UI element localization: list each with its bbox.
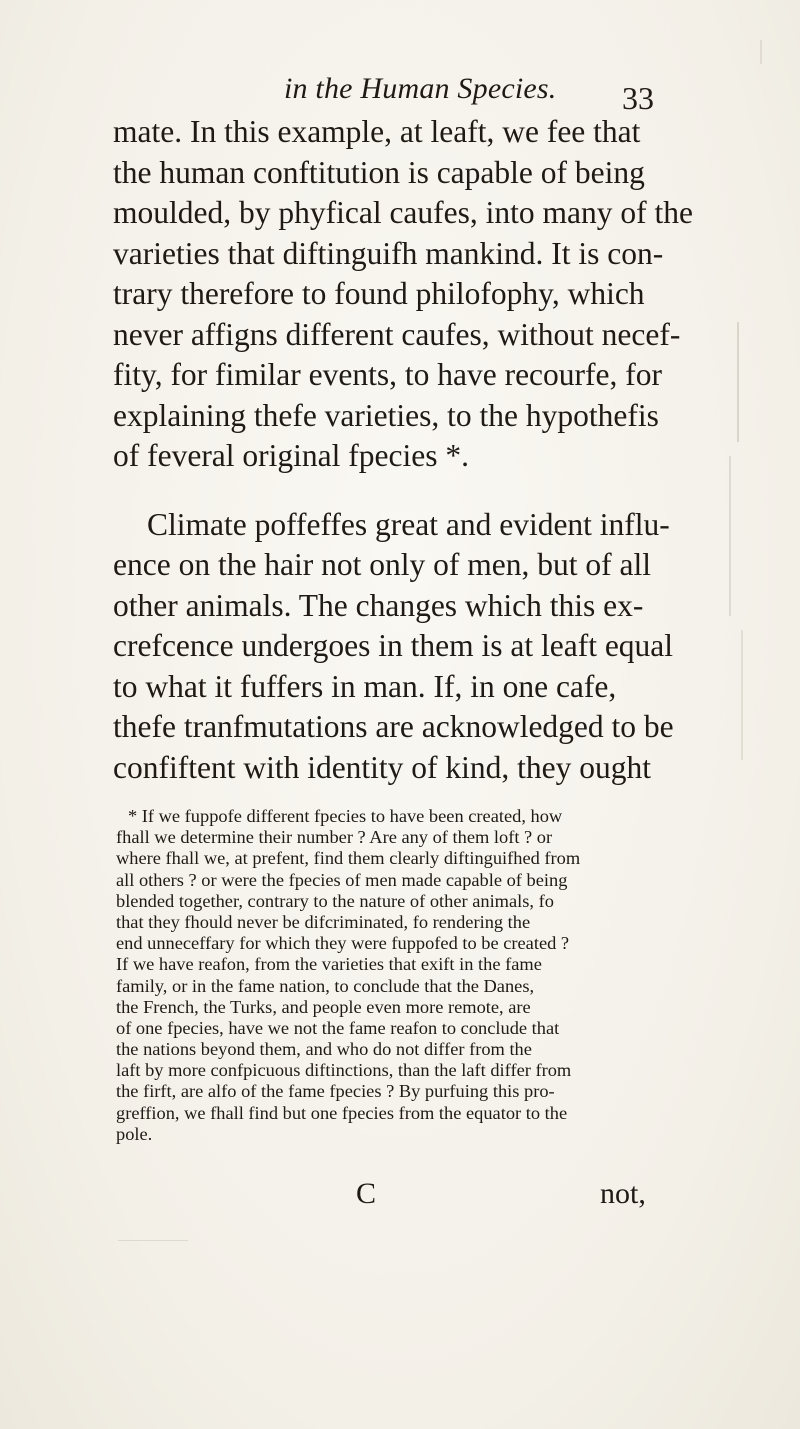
margin-mark: [118, 1240, 188, 1241]
text-line: the human conftitution is capable of being: [113, 154, 645, 190]
paragraph-break: [113, 477, 669, 505]
footnote-line: blended together, contrary to the nature of other animals, fo: [116, 890, 554, 911]
footnote-line: laft by more confpicuous diftinctions, than the laft differ from: [116, 1060, 572, 1081]
page-footer: [0, 1177, 800, 1217]
footnote-line: * If we fuppofe different fpecies to have been created, how: [128, 806, 563, 826]
catchword: not,: [600, 1177, 646, 1210]
text-line: to what it fuffers in man. If, in one cafe,: [113, 668, 617, 704]
margin-mark: [760, 40, 762, 64]
text-line: fity, for fimilar events, to have recourfe, for: [113, 357, 662, 392]
footnote-line: of one fpecies, have we not the fame reafon to conclude that: [116, 1017, 560, 1038]
footnote-line: where fhall we, at prefent, find them clearly diftinguifhed from: [116, 848, 581, 869]
footnote-line: the firft, are alfo of the fame fpecies ? By purfuing this pro-: [116, 1081, 555, 1102]
page-number: 33: [622, 80, 654, 116]
margin-mark: [737, 322, 739, 442]
footnote-line: greffion, we fhall find but one fpecies from the equator to the: [116, 1102, 568, 1123]
footnote: [116, 806, 672, 1145]
text-line: explaining thefe varieties, to the hypothefis: [113, 397, 659, 433]
footnote-line: that they fhould never be difcriminated, fo rendering the: [116, 911, 531, 932]
footnote-line: the French, the Turks, and people even more remote, are: [116, 996, 531, 1017]
text-line: varieties that diftinguifh mankind. It is con-: [113, 235, 664, 271]
footnote-line: family, or in the fame nation, to conclude that the Danes,: [116, 975, 535, 996]
footnote-line: the nations beyond them, and who do not differ from the: [116, 1039, 532, 1060]
text-line: mate. In this example, at leaft, we fee that: [113, 114, 641, 149]
footnote-line: all others ? or were the fpecies of men made capable of being: [116, 869, 568, 890]
text-line: ence on the hair not only of men, but of all: [113, 547, 651, 582]
footnote-line: end unneceffary for which they were fuppofed to be created ?: [116, 933, 570, 954]
text-line: moulded, by phyfical caufes, into many of the: [113, 195, 693, 230]
main-text: [113, 112, 693, 788]
text-line: of feveral original fpecies *.: [113, 438, 469, 473]
text-line: thefe tranfmutations are acknowledged to be: [113, 709, 674, 744]
text-line: Climate poffeffes great and evident influ-: [147, 506, 670, 542]
text-line: never affigns different caufes, without necef-: [113, 316, 681, 352]
footnote-line: If we have reafon, from the varieties that exift in the fame: [116, 954, 542, 975]
text-line: crefcence undergoes in them is at leaft equal: [113, 628, 674, 663]
signature-mark: C: [356, 1177, 377, 1210]
text-line: trary therefore to found philofophy, which: [113, 276, 645, 311]
running-head: in the Human Species.: [284, 72, 557, 105]
footnote-line: fhall we determine their number ? Are any of them loft ? or: [116, 827, 553, 848]
footnote-line: pole.: [116, 1123, 153, 1144]
text-line: confiftent with identity of kind, they ought: [113, 749, 652, 785]
margin-mark: [729, 456, 731, 616]
text-line: other animals. The changes which this ex-: [113, 587, 644, 623]
margin-mark: [741, 630, 743, 760]
